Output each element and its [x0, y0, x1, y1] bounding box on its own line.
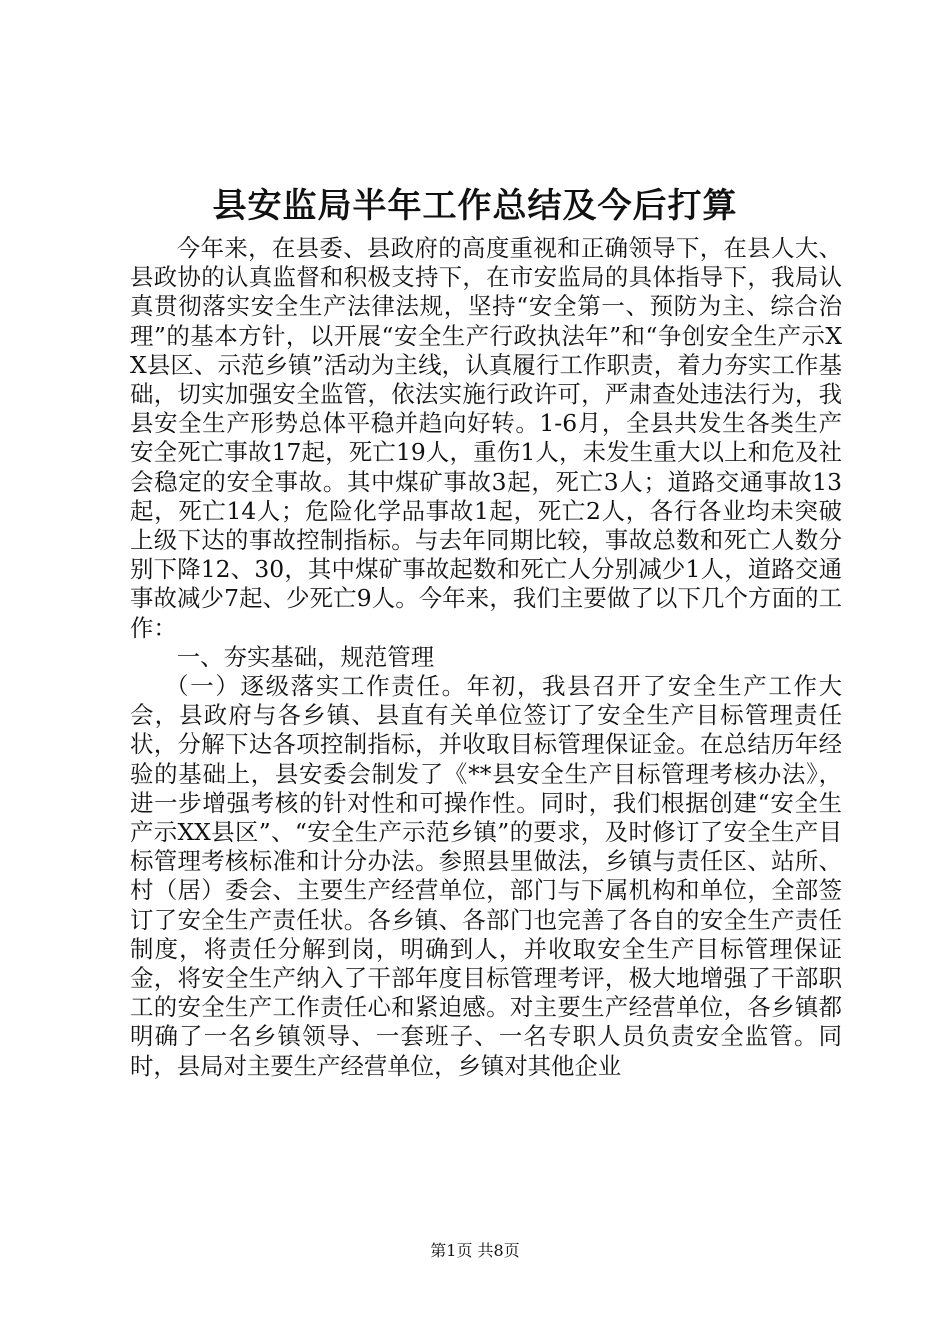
document-body	[130, 234, 842, 1081]
page-number: 第1页 共8页	[430, 1241, 520, 1260]
paragraph-responsibility: （一）逐级落实工作责任。年初，我县召开了安全生产工作大会，县政府与各乡镇、县直有关单位签订了安全生产目标管理责任状，分解下达各项控制指标，并收取目标管理保证金。在总结历年经验的基础上，县安委会制发了《**县安全生产目标管理考核办法》，进一步增强考核的针对性和可操作性。同时，我们根据创建“安全生产示XX县区”、“安全生产示范乡镇”的要求，及时修订了安全生产目标管理考核标准和计分办法。参照县里做法，乡镇与责任区、站所、村（居）委会、主要生产经营单位，部门与下属机构和单位，全部签订了安全生产责任状。各乡镇、各部门也完善了各自的安全生产责任制度，将责任分解到岗，明确到人，并收取安全生产目标管理保证金，将安全生产纳入了干部年度目标管理考评，极大地增强了干部职工的安全生产工作责任心和紧迫感。对主要生产经营单位，各乡镇都明确了一名乡镇领导、一套班子、一名专职人员负责安全监管。同时，县局对主要生产经营单位，乡镇对其他企业	[130, 672, 842, 1080]
section-heading-1: 一、夯实基础，规范管理	[176, 642, 435, 671]
document-title: 县安监局半年工作总结及今后打算	[212, 186, 738, 226]
paragraph-intro: 今年来，在县委、县政府的高度重视和正确领导下，在县人大、县政协的认真监督和积极支持下，在市安监局的具体指导下，我局认真贯彻落实安全生产法律法规，坚持“安全第一、预防为主、综合治理”的基本方针，以开展“安全生产行政执法年”和“争创安全生产示XX县区、示范乡镇”活动为主线，认真履行工作职责，着力夯实工作基础，切实加强安全监管，依法实施行政许可，严肃查处违法行为，我县安全生产形势总体平稳并趋向好转。1-6月，全县共发生各类生产安全死亡事故17起，死亡19人，重伤1人，未发生重大以上和危及社会稳定的安全事故。其中煤矿事故3起，死亡3人；道路交通事故13起，死亡14人；危险化学品事故1起，死亡2人，各行各业均未突破上级下达的事故控制指标。与去年同期比较，事故总数和死亡人数分别下降12、30，其中煤矿事故起数和死亡人分别减少1人，道路交通事故减少7起、少死亡9人。今年来，我们主要做了以下几个方面的工作：	[130, 234, 842, 642]
